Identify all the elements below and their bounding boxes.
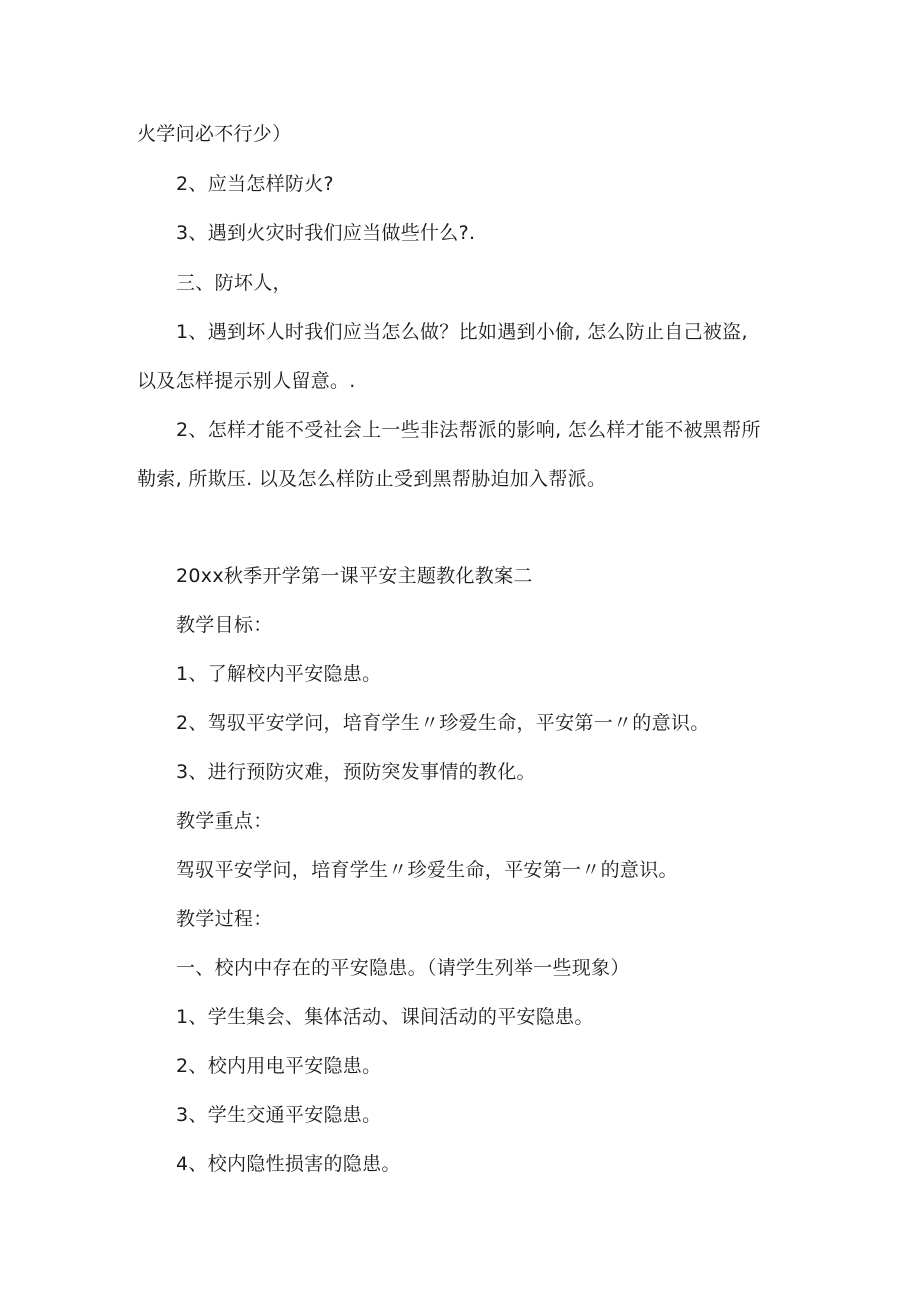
section-heading-bad-people: 三、防坏人， xyxy=(176,272,292,294)
fire-item-3: 3、遇到火灾时我们应当做些什么?. xyxy=(176,222,476,244)
bad-people-item-1-line-1: 1、遇到坏人时我们应当怎么做？比如遇到小偷, 怎么防止自己被盗, xyxy=(176,321,748,343)
hazard-item-4: 4、校内隐性损害的隐患。 xyxy=(176,1153,401,1175)
lesson-plan-title: 20xx秋季开学第一课平安主题教化教案二 xyxy=(176,565,533,587)
focus-heading: 教学重点： xyxy=(176,810,273,832)
bad-people-item-2-line-2: 勒索, 所欺压. 以及怎么样防止受到黑帮胁迫加入帮派。 xyxy=(137,468,607,490)
goal-item-3: 3、进行预防灾难，预防突发事情的教化。 xyxy=(176,761,536,783)
hazard-item-1: 1、学生集会、集体活动、课间活动的平安隐患。 xyxy=(176,1006,594,1028)
bad-people-item-1-line-2: 以及怎样提示别人留意。. xyxy=(137,370,356,392)
hazard-item-3: 3、学生交通平安隐患。 xyxy=(176,1104,382,1126)
process-section-1: 一、校内中存在的平安隐患。（请学生列举一些现象） xyxy=(176,957,630,979)
bad-people-item-2-line-1: 2、怎样才能不受社会上一些非法帮派的影响, 怎么样才能不被黑帮所 xyxy=(176,419,761,441)
goal-item-1: 1、了解校内平安隐患。 xyxy=(176,663,382,685)
process-heading: 教学过程： xyxy=(176,908,273,930)
goals-heading: 教学目标： xyxy=(176,614,273,636)
goal-item-2: 2、驾驭平安学问，培育学生〃珍爱生命，平安第一〃的意识。 xyxy=(176,712,710,734)
focus-text: 驾驭平安学问，培育学生〃珍爱生命，平安第一〃的意识。 xyxy=(176,859,678,881)
fire-item-2: 2、应当怎样防火? xyxy=(176,173,334,195)
paragraph-continuation: 火学问必不行少） xyxy=(137,123,292,145)
hazard-item-2: 2、校内用电平安隐患。 xyxy=(176,1055,382,1077)
